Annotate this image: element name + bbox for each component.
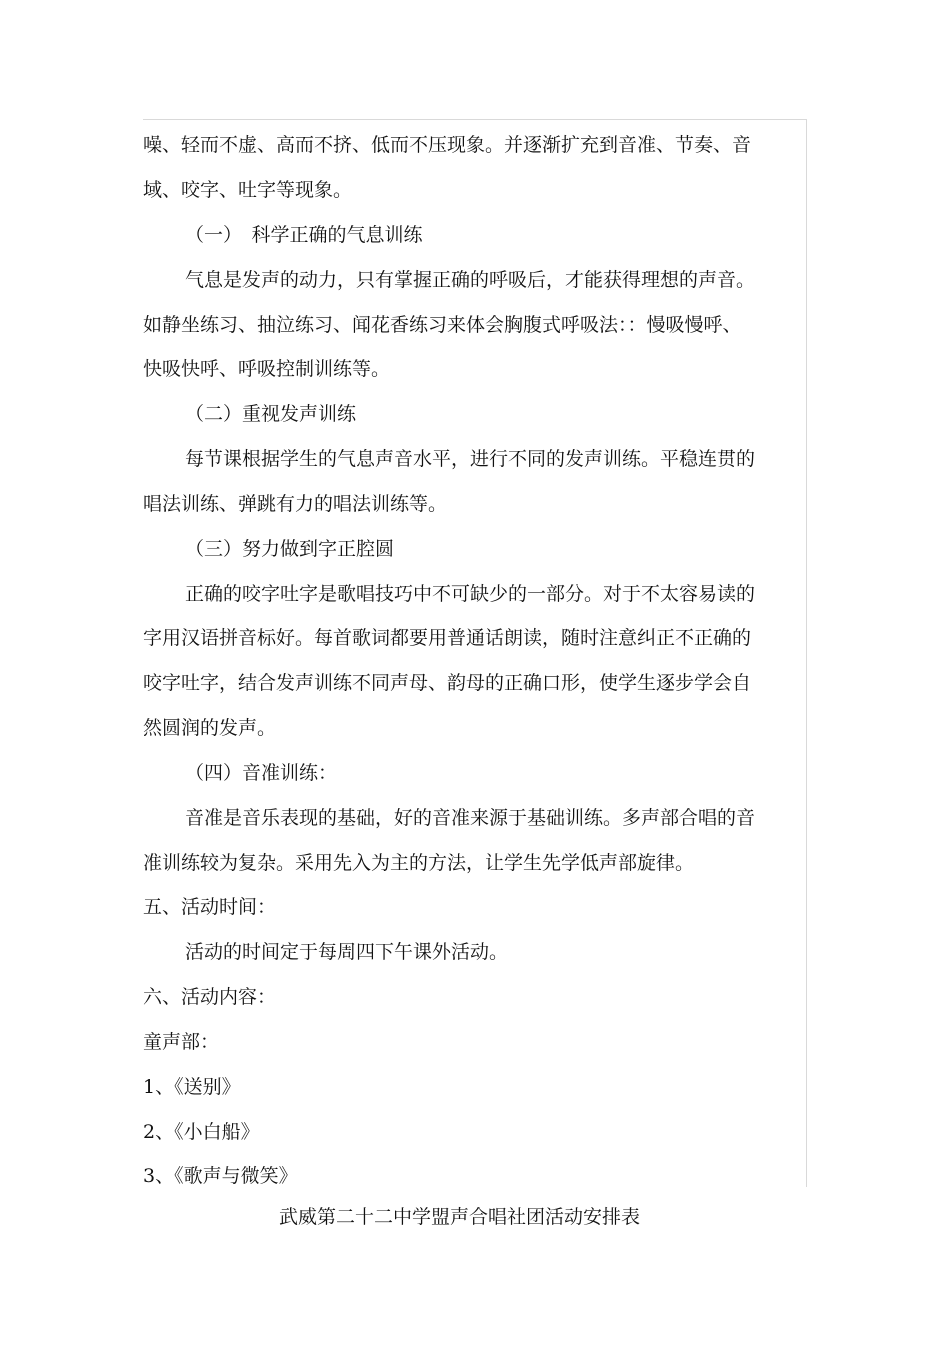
list-item: 3、《歌声与微笑》 xyxy=(143,1165,298,1187)
body-line: 音准是音乐表现的基础，好的音准来源于基础训练。多声部合唱的音 xyxy=(185,807,756,829)
list-item: 1、《送别》 xyxy=(143,1076,241,1098)
body-line: 如静坐练习、抽泣练习、闻花香练习来体会胸腹式呼吸法：：慢吸慢呼、 xyxy=(143,314,742,336)
page-border-right xyxy=(806,119,807,1187)
section-heading: 六、活动内容： xyxy=(143,986,277,1008)
body-line: 每节课根据学生的气息声音水平，进行不同的发声训练。平稳连贯的 xyxy=(185,448,756,470)
body-line: 快吸快呼、呼吸控制训练等。 xyxy=(143,358,391,380)
section-heading: （一） 科学正确的气息训练 xyxy=(185,224,423,246)
body-line: 准训练较为复杂。采用先入为主的方法，让学生先学低声部旋律。 xyxy=(143,852,695,874)
subheading: 童声部： xyxy=(143,1031,220,1053)
page-border-top xyxy=(143,119,807,120)
footer-title: 武威第二十二中学盟声合唱社团活动安排表 xyxy=(279,1206,641,1228)
body-line: 字用汉语拼音标好。每首歌词都要用普通话朗读，随时注意纠正不正确的 xyxy=(143,627,752,649)
section-heading: （二）重视发声训练 xyxy=(185,403,357,425)
body-line: 然圆润的发声。 xyxy=(143,717,277,739)
section-heading: （四）音准训练： xyxy=(185,762,338,784)
body-line: 活动的时间定于每周四下午课外活动。 xyxy=(185,941,509,963)
body-line: 唱法训练、弹跳有力的唱法训练等。 xyxy=(143,493,448,515)
body-line: 正确的咬字吐字是歌唱技巧中不可缺少的一部分。对于不太容易读的 xyxy=(185,583,756,605)
list-item: 2、《小白船》 xyxy=(143,1121,260,1143)
body-line: 咬字吐字，结合发声训练不同声母、韵母的正确口形，使学生逐步学会自 xyxy=(143,672,752,694)
body-line: 域、咬字、吐字等现象。 xyxy=(143,179,353,201)
body-line: 气息是发声的动力，只有掌握正确的呼吸后，才能获得理想的声音。 xyxy=(185,269,756,291)
body-line: 噪、轻而不虚、高而不挤、低而不压现象。并逐渐扩充到音准、节奏、音 xyxy=(143,134,752,156)
section-heading: （三）努力做到字正腔圆 xyxy=(185,538,395,560)
section-heading: 五、活动时间： xyxy=(143,896,277,918)
